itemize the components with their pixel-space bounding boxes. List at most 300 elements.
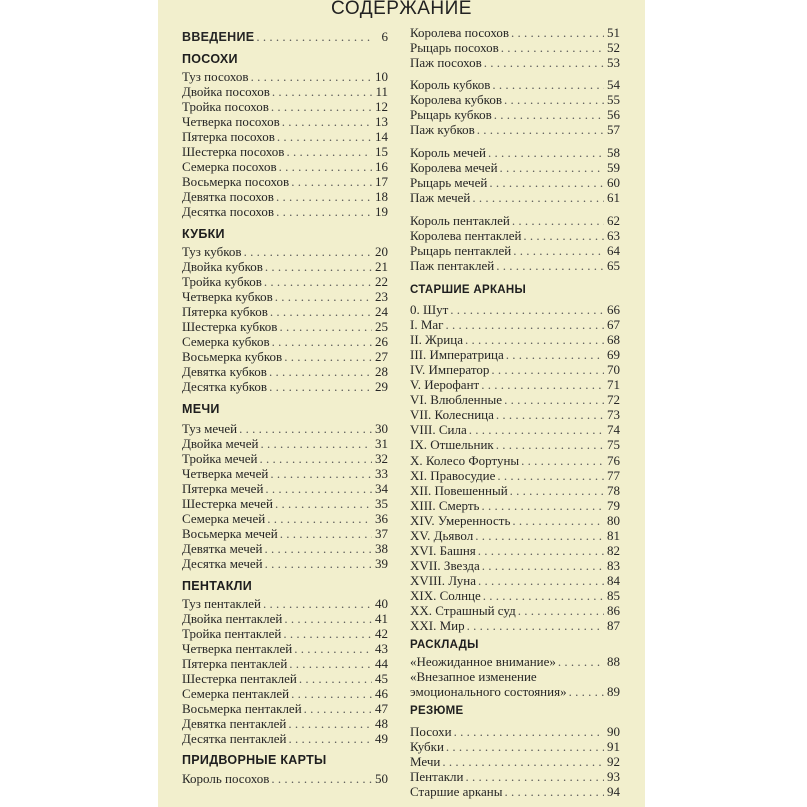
toc-entry-page: 47 bbox=[375, 701, 388, 716]
leader-dots bbox=[504, 784, 604, 799]
toc-entry-label: Туз кубков bbox=[182, 244, 242, 259]
toc-entry-label: XXI. Мир bbox=[410, 618, 465, 634]
toc-entry-page: 49 bbox=[375, 731, 388, 746]
leader-dots bbox=[504, 392, 604, 407]
toc-entry-page: 58 bbox=[607, 145, 620, 160]
leader-dots bbox=[558, 654, 604, 669]
leader-dots bbox=[279, 159, 372, 174]
toc-entry-page: 73 bbox=[607, 407, 620, 423]
toc-entry-page: 29 bbox=[375, 379, 388, 394]
toc-entry-label: Пятерка посохов bbox=[182, 129, 275, 144]
toc-entry-page: 28 bbox=[375, 364, 388, 379]
leader-dots bbox=[569, 684, 604, 699]
section-heading-cups: КУБКИ bbox=[182, 227, 225, 241]
leader-dots bbox=[504, 92, 604, 107]
toc-entry bbox=[182, 244, 388, 259]
toc-entry-page: 31 bbox=[375, 436, 388, 451]
section-heading-wands: ПОСОХИ bbox=[182, 52, 238, 66]
toc-entry bbox=[410, 468, 620, 483]
toc-entry-page: 48 bbox=[375, 716, 388, 731]
toc-entry-page: 89 bbox=[607, 684, 620, 699]
toc-entry-page: 60 bbox=[607, 175, 620, 190]
toc-entry-page: 64 bbox=[607, 243, 620, 258]
toc-entry bbox=[182, 189, 388, 204]
leader-dots bbox=[271, 99, 372, 114]
leader-dots bbox=[279, 319, 372, 334]
toc-entry-page: 76 bbox=[607, 452, 620, 468]
section-heading-major-arcana: СТАРШИЕ АРКАНЫ bbox=[410, 284, 527, 296]
leader-dots bbox=[299, 671, 372, 686]
toc-entry-page: 71 bbox=[607, 377, 620, 393]
toc-entry-label: XX. Страшный суд bbox=[410, 603, 516, 618]
toc-entry bbox=[182, 204, 388, 219]
leader-dots bbox=[500, 160, 604, 175]
toc-entry-page: 14 bbox=[375, 129, 388, 144]
toc-entry-label: Королева пентаклей bbox=[410, 228, 522, 243]
toc-entry-label: XVII. Звезда bbox=[410, 557, 480, 573]
toc-entry-page: 57 bbox=[607, 122, 620, 137]
toc-entry-label: Тройка посохов bbox=[182, 99, 269, 114]
toc-entry-label: Пятерка кубков bbox=[182, 304, 268, 319]
toc-entry-label: Королева мечей bbox=[410, 160, 498, 175]
toc-entry bbox=[410, 243, 620, 258]
toc-entry-page: 21 bbox=[375, 259, 388, 274]
toc-entry-label: Туз мечей bbox=[182, 421, 238, 436]
leader-dots bbox=[446, 739, 604, 754]
leader-dots bbox=[489, 175, 604, 190]
section-heading-spreads: РАСКЛАДЫ bbox=[410, 639, 479, 651]
toc-entry-page: 40 bbox=[375, 596, 388, 611]
toc-entry-label: VIII. Сила bbox=[410, 422, 467, 438]
toc-entry-label: Туз пентаклей bbox=[182, 596, 262, 611]
leader-dots bbox=[275, 496, 372, 511]
toc-entry-page: 87 bbox=[607, 618, 620, 634]
toc-entry-label: эмоционального состояния» bbox=[410, 684, 567, 699]
toc-entry-label: Посохи bbox=[410, 724, 452, 739]
leader-dots bbox=[466, 769, 605, 784]
toc-entry bbox=[410, 347, 620, 362]
toc-entry bbox=[182, 596, 388, 611]
leader-dots bbox=[506, 347, 604, 362]
toc-entry bbox=[182, 466, 388, 481]
leader-dots bbox=[271, 771, 372, 786]
toc-entry bbox=[182, 731, 388, 746]
toc-entry bbox=[410, 784, 620, 799]
toc-entry-label: Девятка пентаклей bbox=[182, 716, 287, 731]
toc-entry-page: 13 bbox=[375, 114, 388, 129]
toc-entry-page: 67 bbox=[607, 317, 620, 333]
toc-entry-label: Пятерка пентаклей bbox=[182, 656, 288, 671]
toc-entry-label: V. Иерофант bbox=[410, 377, 480, 393]
toc-entry-page: 44 bbox=[375, 656, 388, 671]
toc-entry bbox=[182, 349, 388, 364]
toc-entry-page: 83 bbox=[607, 557, 620, 573]
leader-dots bbox=[478, 573, 604, 588]
toc-entry-label: Десятка кубков bbox=[182, 379, 268, 394]
toc-entry-page: 15 bbox=[375, 144, 388, 159]
leader-dots bbox=[288, 716, 372, 731]
toc-entry bbox=[182, 334, 388, 349]
toc-entry-label: Рыцарь пентаклей bbox=[410, 243, 512, 258]
toc-entry-page: 93 bbox=[607, 769, 620, 784]
leader-dots bbox=[275, 289, 372, 304]
toc-entry bbox=[410, 739, 620, 754]
toc-entry-page: 25 bbox=[375, 319, 388, 334]
toc-entry bbox=[182, 556, 388, 571]
toc-entry bbox=[182, 84, 388, 99]
toc-entry-label: «Внезапное изменение bbox=[410, 669, 537, 684]
toc-entry-label: Двойка посохов bbox=[182, 84, 270, 99]
toc-entry-label: XI. Правосудие bbox=[410, 467, 496, 483]
toc-entry-page: 62 bbox=[607, 213, 620, 228]
toc-entry-page: 78 bbox=[607, 482, 620, 498]
toc-entry-page: 94 bbox=[607, 784, 620, 799]
toc-entry-label: Старшие арканы bbox=[410, 784, 503, 799]
leader-dots bbox=[260, 436, 372, 451]
toc-entry bbox=[410, 437, 620, 452]
leader-dots bbox=[454, 724, 604, 739]
toc-entry-label: XVIII. Луна bbox=[410, 572, 476, 588]
toc-entry-label: ВВЕДЕНИЕ bbox=[182, 30, 255, 44]
toc-entry-label: Шестерка кубков bbox=[182, 319, 278, 334]
toc-entry bbox=[410, 603, 620, 618]
toc-entry-label: Королева посохов bbox=[410, 25, 509, 40]
leader-dots bbox=[272, 84, 372, 99]
toc-entry-page: 12 bbox=[375, 99, 388, 114]
toc-entry-page: 84 bbox=[607, 572, 620, 588]
toc-entry-label: Восьмерка мечей bbox=[182, 526, 278, 541]
toc-entry bbox=[410, 332, 620, 347]
toc-entry-label: Двойка мечей bbox=[182, 436, 259, 451]
leader-dots bbox=[450, 302, 604, 317]
toc-entry-label: VI. Влюбленные bbox=[410, 392, 503, 408]
toc-entry bbox=[182, 174, 388, 189]
toc-entry bbox=[410, 407, 620, 422]
toc-entry bbox=[182, 716, 388, 731]
toc-entry-label: Тройка кубков bbox=[182, 274, 262, 289]
toc-entry-label: VII. Колесница bbox=[410, 407, 494, 423]
toc-entry-page: 69 bbox=[607, 347, 620, 363]
toc-entry bbox=[410, 754, 620, 769]
toc-entry-label: Семерка посохов bbox=[182, 159, 277, 174]
toc-entry-page: 86 bbox=[607, 603, 620, 618]
toc-entry-label: XV. Дьявол bbox=[410, 527, 474, 543]
toc-entry bbox=[182, 771, 388, 786]
toc-entry-page: 88 bbox=[607, 654, 620, 669]
toc-entry-label: Кубки bbox=[410, 739, 444, 754]
toc-entry-page: 22 bbox=[375, 274, 388, 289]
toc-entry bbox=[182, 626, 388, 641]
toc-entry bbox=[182, 671, 388, 686]
toc-entry-page: 74 bbox=[607, 422, 620, 438]
toc-entry-page: 54 bbox=[607, 77, 620, 92]
toc-entry-page: 39 bbox=[375, 556, 388, 571]
toc-entry-label: X. Колесо Фортуны bbox=[410, 452, 520, 468]
toc-entry-page: 17 bbox=[375, 174, 388, 189]
leader-dots bbox=[465, 332, 604, 347]
leader-dots bbox=[265, 481, 372, 496]
toc-entry-page: 66 bbox=[607, 302, 620, 317]
toc-entry-page: 46 bbox=[375, 686, 388, 701]
toc-entry-label: Рыцарь мечей bbox=[410, 175, 488, 190]
toc-entry bbox=[182, 379, 388, 394]
toc-entry bbox=[182, 364, 388, 379]
toc-entry bbox=[182, 304, 388, 319]
toc-entry-page: 23 bbox=[375, 289, 388, 304]
leader-dots bbox=[265, 556, 372, 571]
toc-entry-page: 53 bbox=[607, 55, 620, 70]
leader-dots bbox=[482, 558, 604, 573]
toc-entry bbox=[410, 362, 620, 377]
toc-entry bbox=[182, 526, 388, 541]
toc-entry bbox=[410, 392, 620, 407]
leader-dots bbox=[472, 190, 604, 205]
leader-dots bbox=[481, 498, 604, 513]
toc-entry bbox=[410, 317, 620, 332]
toc-entry bbox=[410, 25, 620, 40]
toc-entry bbox=[182, 656, 388, 671]
toc-entry-label: Король посохов bbox=[182, 771, 270, 786]
toc-entry bbox=[182, 144, 388, 159]
toc-entry-label: Восьмерка посохов bbox=[182, 174, 290, 189]
leader-dots bbox=[497, 468, 604, 483]
leader-dots bbox=[244, 244, 372, 259]
leader-dots bbox=[512, 513, 604, 528]
leader-dots bbox=[272, 334, 372, 349]
leader-dots bbox=[264, 274, 372, 289]
leader-dots bbox=[277, 129, 372, 144]
toc-entry-page: 82 bbox=[607, 542, 620, 558]
toc-entry-page: 63 bbox=[607, 228, 620, 243]
toc-entry-page: 91 bbox=[607, 739, 620, 754]
leader-dots bbox=[251, 69, 372, 84]
toc-entry-page: 20 bbox=[375, 244, 388, 259]
toc-entry bbox=[182, 159, 388, 174]
leader-dots bbox=[286, 144, 372, 159]
toc-entry-label: IV. Император bbox=[410, 362, 490, 378]
leader-dots bbox=[265, 259, 372, 274]
toc-entry-label: Четверка мечей bbox=[182, 466, 269, 481]
toc-entry-page: 27 bbox=[375, 349, 388, 364]
leader-dots bbox=[284, 349, 372, 364]
toc-entry-page: 80 bbox=[607, 512, 620, 528]
toc-entry-page: 70 bbox=[607, 362, 620, 378]
toc-entry-label: Семерка кубков bbox=[182, 334, 270, 349]
toc-entry-intro bbox=[182, 29, 388, 45]
toc-entry-page: 33 bbox=[375, 466, 388, 481]
leader-dots bbox=[496, 437, 604, 452]
toc-entry bbox=[182, 129, 388, 144]
toc-entry-label: Восьмерка пентаклей bbox=[182, 701, 302, 716]
toc-entry-page: 61 bbox=[607, 190, 620, 205]
toc-entry bbox=[410, 55, 620, 70]
toc-entry bbox=[410, 513, 620, 528]
leader-dots bbox=[289, 656, 372, 671]
toc-entry-page: 37 bbox=[375, 526, 388, 541]
toc-entry-label: XIII. Смерть bbox=[410, 497, 480, 513]
toc-entry-page: 19 bbox=[375, 204, 388, 219]
toc-entry-label: Шестерка посохов bbox=[182, 144, 285, 159]
toc-entry bbox=[410, 618, 620, 633]
toc-entry bbox=[182, 611, 388, 626]
toc-entry-page: 65 bbox=[607, 258, 620, 273]
toc-entry-label: III. Императрица bbox=[410, 347, 504, 363]
toc-entry-label: Тройка пентаклей bbox=[182, 626, 282, 641]
toc-entry-label: Четверка посохов bbox=[182, 114, 280, 129]
leader-dots bbox=[446, 317, 605, 332]
section-heading-swords: МЕЧИ bbox=[182, 402, 220, 416]
toc-entry-page: 79 bbox=[607, 497, 620, 513]
toc-entry bbox=[182, 641, 388, 656]
leader-dots bbox=[501, 40, 604, 55]
toc-entry-label: Пятерка мечей bbox=[182, 481, 264, 496]
toc-entry-page: 32 bbox=[375, 451, 388, 466]
toc-entry bbox=[410, 190, 620, 205]
toc-entry-label: Десятка посохов bbox=[182, 204, 275, 219]
toc-entry bbox=[410, 573, 620, 588]
toc-entry bbox=[182, 436, 388, 451]
toc-entry bbox=[410, 228, 620, 243]
leader-dots bbox=[263, 596, 372, 611]
toc-entry-label: II. Жрица bbox=[410, 332, 463, 348]
leader-dots bbox=[469, 422, 604, 437]
toc-entry bbox=[410, 107, 620, 122]
toc-entry-page: 35 bbox=[375, 496, 388, 511]
toc-entry-label: Двойка пентаклей bbox=[182, 611, 283, 626]
toc-entry-page: 30 bbox=[375, 421, 388, 436]
toc-entry bbox=[410, 377, 620, 392]
leader-dots bbox=[269, 379, 372, 394]
toc-entry-label: Паж мечей bbox=[410, 190, 471, 205]
toc-entry bbox=[410, 422, 620, 437]
toc-entry-page: 59 bbox=[607, 160, 620, 175]
toc-entry bbox=[410, 528, 620, 543]
toc-entry-label: XII. Повешенный bbox=[410, 482, 508, 498]
leader-dots bbox=[442, 754, 604, 769]
leader-dots bbox=[294, 641, 372, 656]
leader-dots bbox=[496, 258, 604, 273]
leader-dots bbox=[282, 114, 372, 129]
leader-dots bbox=[270, 466, 372, 481]
toc-entry bbox=[410, 558, 620, 573]
toc-entry-label: Двойка кубков bbox=[182, 259, 263, 274]
book-page bbox=[158, 0, 645, 807]
toc-entry-label: Семерка пентаклей bbox=[182, 686, 290, 701]
leader-dots bbox=[475, 528, 604, 543]
leader-dots bbox=[481, 377, 604, 392]
toc-entry-label: Король кубков bbox=[410, 77, 491, 92]
leader-dots bbox=[511, 25, 604, 40]
toc-entry-page: 10 bbox=[375, 69, 388, 84]
leader-dots bbox=[484, 55, 604, 70]
toc-entry-label: Паж кубков bbox=[410, 122, 475, 137]
toc-entry bbox=[182, 69, 388, 84]
leader-dots bbox=[492, 77, 604, 92]
leader-dots bbox=[477, 122, 604, 137]
toc-entry bbox=[410, 175, 620, 190]
leader-dots bbox=[478, 543, 604, 558]
toc-entry-page: 90 bbox=[607, 724, 620, 739]
toc-entry-label: Девятка мечей bbox=[182, 541, 263, 556]
leader-dots bbox=[267, 511, 372, 526]
leader-dots bbox=[304, 701, 372, 716]
toc-entry-page: 56 bbox=[607, 107, 620, 122]
leader-dots bbox=[265, 541, 372, 556]
toc-entry bbox=[410, 453, 620, 468]
toc-entry bbox=[182, 274, 388, 289]
leader-dots bbox=[259, 451, 372, 466]
toc-entry bbox=[410, 145, 620, 160]
toc-entry-page: 92 bbox=[607, 754, 620, 769]
toc-entry-label: Шестерка мечей bbox=[182, 496, 274, 511]
toc-entry bbox=[182, 701, 388, 716]
toc-entry-page: 85 bbox=[607, 587, 620, 603]
toc-entry-label: XVI. Башня bbox=[410, 542, 476, 558]
toc-entry-page: 6 bbox=[381, 29, 388, 44]
toc-entry-label: Паж пентаклей bbox=[410, 258, 495, 273]
toc-entry-label: Девятка посохов bbox=[182, 189, 274, 204]
toc-entry bbox=[410, 684, 620, 699]
leader-dots bbox=[467, 618, 604, 633]
leader-dots bbox=[276, 189, 372, 204]
leader-dots bbox=[491, 362, 604, 377]
toc-entry-label: Мечи bbox=[410, 754, 441, 769]
leader-dots bbox=[513, 243, 604, 258]
toc-entry-page: 81 bbox=[607, 527, 620, 543]
toc-entry bbox=[410, 40, 620, 55]
toc-entry bbox=[410, 498, 620, 513]
leader-dots bbox=[483, 588, 604, 603]
toc-entry bbox=[182, 496, 388, 511]
toc-entry-label: XIV. Умеренность bbox=[410, 512, 511, 528]
toc-entry-label: Рыцарь кубков bbox=[410, 107, 492, 122]
leader-dots bbox=[494, 107, 604, 122]
toc-entry-label: Шестерка пентаклей bbox=[182, 671, 297, 686]
toc-entry-page: 24 bbox=[375, 304, 388, 319]
toc-entry bbox=[410, 669, 620, 684]
toc-entry bbox=[410, 77, 620, 92]
toc-entry bbox=[410, 588, 620, 603]
toc-entry-label: Восьмерка кубков bbox=[182, 349, 283, 364]
toc-entry bbox=[182, 481, 388, 496]
leader-dots bbox=[280, 526, 372, 541]
toc-entry-page: 26 bbox=[375, 334, 388, 349]
toc-entry-page: 77 bbox=[607, 467, 620, 483]
leader-dots bbox=[239, 421, 372, 436]
toc-entry bbox=[410, 122, 620, 137]
toc-entry bbox=[410, 543, 620, 558]
toc-entry-label: Девятка кубков bbox=[182, 364, 267, 379]
toc-entry-page: 55 bbox=[607, 92, 620, 107]
leader-dots bbox=[512, 213, 604, 228]
toc-entry-page: 51 bbox=[607, 25, 620, 40]
toc-entry-page: 38 bbox=[375, 541, 388, 556]
toc-entry-page: 72 bbox=[607, 392, 620, 408]
toc-entry bbox=[182, 511, 388, 526]
leader-dots bbox=[276, 204, 372, 219]
leader-dots bbox=[523, 228, 604, 243]
toc-entry bbox=[410, 160, 620, 175]
leader-dots bbox=[518, 603, 604, 618]
toc-entry-label: Тройка мечей bbox=[182, 451, 258, 466]
toc-entry-label: Паж посохов bbox=[410, 55, 482, 70]
toc-entry bbox=[182, 114, 388, 129]
toc-entry bbox=[410, 213, 620, 228]
toc-entry bbox=[410, 724, 620, 739]
toc-entry-label: Рыцарь посохов bbox=[410, 40, 499, 55]
toc-entry bbox=[410, 92, 620, 107]
toc-entry bbox=[182, 99, 388, 114]
